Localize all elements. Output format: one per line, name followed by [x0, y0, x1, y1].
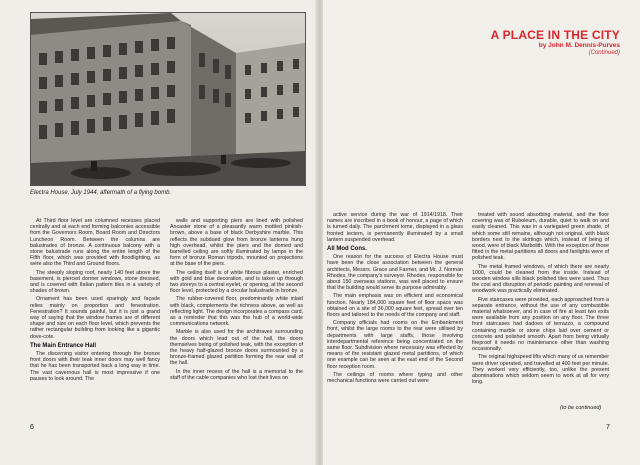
left-column-2	[170, 218, 303, 383]
paragraph: The rubber-covered floor, predominantly white inlaid with black, complements the richness above, as well as reflecting light. The design incorporates a compass card, as a reminder that this was the hub of a world-wide communications network.	[170, 296, 303, 328]
paragraph: The steeply sloping roof, nearly 140 feet above the basement, is pierced dormer windows, stone dressed, and is covered with Italian pattern tiles in a variety of shades of brown.	[30, 269, 160, 295]
page-number-right: 7	[606, 424, 610, 431]
paragraph: The ceiling itself is of white fibrous plaster, enriched with gold and blue decoration, and is taken up through two storeys to a central eyelet, or opening, at the second floor level, protected by a circular balustrade in bronze.	[170, 269, 303, 295]
bomb-damaged-building-image	[31, 13, 305, 185]
paragraph: Ornament has been used sparingly and façade relies mainly on proportion and fenestration. Fenestration? It sounds painful, but it is just a grand way of saying that the window frames are of different shape and size on each floor level, which prevents the rather rectangular building from looking like a gigantic dove-cote.	[30, 296, 160, 340]
paragraph: The ceilings of rooms where typing and other mechanical functions were carried out were	[327, 371, 463, 385]
paragraph: The discerning visitor entering through the bronze front doors with their teak inner doors may well fancy that he has been transported back a long way in time. The vast cavernous hall is most impressive if one pauses to look around. The	[30, 351, 160, 382]
article-title: A PLACE IN THE CITY	[490, 28, 620, 42]
left-page	[0, 0, 317, 465]
paragraph: In the inner recess of the hall is a memorial to the staff of the cable companies who lost their lives on	[170, 368, 303, 381]
paragraph: active service during the war of 1914/1918. Their names are inscribed in a book of honour, a page of which is turned daily. The parchment tome, displayed in a glass fronted lectern, is permanently illuminated by a small lantern suspended overhead.	[327, 212, 463, 243]
right-column-2	[472, 212, 609, 387]
paragraph: Company officials had rooms on the Embankment front, whilst the large rooms to the rear were utilised by departments with large staffs, those involving interdepartmental reference being concentrated on the same floor. Subdivision where necessary was effected by means of fire resistant glazed metal partitions, of which one example can be seen at the east end of the Second floor reception room.	[327, 320, 463, 370]
building-photo	[30, 12, 306, 186]
paragraph: The metal framed windows, of which there are nearly 1000, could be cleaned from the inside. Instead of wooden window sills black polished tiles were used. Thus the cost and disruption of periodic painting and renewal of woodwork was practically eliminated.	[472, 263, 609, 295]
photo-caption: Electra House, July 1944, aftermath of a flying bomb.	[30, 190, 172, 196]
page-number-left: 6	[30, 424, 34, 431]
paragraph: At Third floor level are columned recesses placed centrally and at each end forming balconies accessible from the Governors Room, Board Room and Directors Luncheon Room. Between the columns are balustrades of bronze. A continuous balcony with a stone balustrade runs along the entire length of the Fifth floor, which was provided with floodlighting, as were also the Third and Ground floors.	[30, 218, 160, 268]
paragraph: treated with sound absorbing material, and the floor covering was of Ruboleum, durable, quiet to walk on and easily cleaned. This was in a variegated green shade, of which some still remains, although not original, with black borders next to the skirtings which, instead of being of wood, were of black Marbolith. With the exception of those fitted in the metal partitions all doors and fanlights were of polished teak.	[472, 212, 609, 262]
right-column-1	[327, 212, 463, 386]
paragraph: walls and supporting piers are lined with polished Ancaster stone of a pleasantly warm mottled pinkish-brown, above a base of black Derbyshire marble. This reflects the subdued glow from bronze lanterns hung high overhead, whilst the piers and the domed and barrelled ceiling are softly illuminated by lamps in the form of bronze Roman tripods, mounted on projections at the base of the piers.	[170, 218, 303, 268]
paragraph: Five staircases were provided, each approached from a separate entrance, without the use of any combustible material whatsoever, and in case of fire at least two exits were available from any position on any floor. The three front staircases had dadoes of terrazzo, a compound containing marble or stone chips laid over cement or concrete and polished smooth. Apart from being virtually fireproof it needs no maintenance other than washing occasionally.	[472, 296, 609, 353]
paragraph: One reason for the success of Electra House must have been the close association between the general architects, Messrs. Grace and Farmer, and Mr. J. Norman Rhodes, the company's surveyor. Rhodes, responsible for about 150 overseas stations, was well placed to ensure that the building would serve its purpose admirably.	[327, 254, 463, 292]
section-heading: All Mod Cons.	[327, 246, 367, 253]
paragraph: The main emphasis was on efficient and economical function. Nearly 184,000 square feet of floor space was obtained on a site of 36,000 square feet, spread over ten floors and tailored to the needs of the company and staff.	[327, 293, 463, 319]
article-byline: by John M. Dennis-Purves	[538, 42, 620, 49]
left-column-1	[30, 218, 160, 384]
to-be-continued: (to be continued)	[560, 405, 602, 411]
paragraph: Marble is also used for the architraves surrounding the doors which lead out of the hall, the doors themselves being of polished teak, with the exception of the heavy half-glazed bronze doors surmounted by a bronze-framed glazed partition forming the rear wall of the hall.	[170, 329, 303, 367]
section-heading: The Main Entrance Hall	[30, 342, 97, 349]
continued-label: (Continued)	[588, 50, 620, 56]
paragraph: The original highspeed lifts which many of us remember were driver operated, and travelled at 400 feet per minute. They worked very efficiently, too, unlike the present abominations which seldom seem to work at all for very long.	[472, 354, 610, 386]
